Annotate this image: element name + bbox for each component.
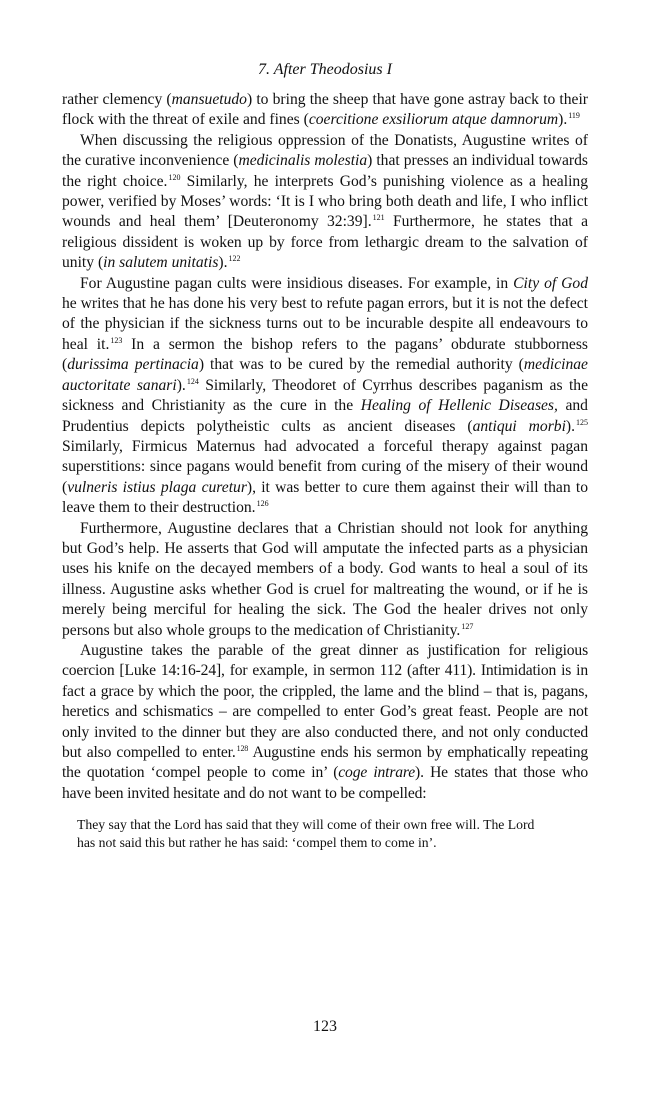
footnote-marker: 128 [236,744,249,753]
footnote-marker: 122 [228,254,241,264]
italic-term: medicinae auctoritate sanari [62,356,588,394]
footnote-marker: 125 [576,417,588,427]
footnote-marker: 126 [256,499,269,509]
body-text [62,90,588,804]
text-run: ) to bring the sheep that have gone astray back to their flock with the threat of exile and fines ( [62,91,588,129]
italic-term: Healing of Hellenic Diseases, [360,397,558,415]
paragraph [62,90,588,131]
footnote-marker: 121 [372,213,385,223]
text-run: ). He states that those who have been invited hesitate and do not want to be compelled: [62,764,589,802]
italic-term: coge intrare [338,764,416,782]
footnote-marker: 123 [110,335,123,345]
page-number: 123 [313,1018,337,1035]
text-run: Furthermore, Augustine declares that a Christian should not look for anything but God’s help. He asserts that God will amputate the infected parts as a physician uses his knife on the decayed members of a body. God wants to heal a soul of its illness. Augustine asks whether God is cruel for maltreating the wound, or if he is merely being merciful for healing the sick. The God the healer drives not only persons but also whole groups to the medication of Christianity. [62,519,588,639]
text-run: rather clemency ( [62,91,172,108]
text-run: For Augustine pagan cults were insidious diseases. For example, in [80,274,514,292]
italic-term: in salutem unitatis [103,254,219,272]
text-run: ) that presses an individual towards the right choice. [62,152,588,190]
italic-term: coercitione exsiliorum atque damnorum [308,111,559,129]
running-head: 7. After Theodosius I [258,61,392,78]
text-run: Similarly, Theodoret of Cyrrhus describes paganism as the sickness and Christianity as the cure in the [62,376,588,415]
text-run: he writes that he has done his very best to refute pagan errors, but it is not the defect of the physician if the sickness turns out to be incurable despite all endeavours to heal it. [62,295,588,353]
text-run: Furthermore, he states that a religious dissident is woken up by force from lethargic dream to the salvation of unity ( [62,213,588,272]
italic-term: durissima pertinacia [67,356,199,374]
text-run: Similarly, he interprets God’s punishing violence as a healing power, verified by Moses’ words: ‘It is I who bring both death and life, I who inflict wounds and heal them’ [Deuteronomy 32:39]. [62,172,588,231]
text-run: ). [558,111,568,129]
block-quote [62,816,588,851]
paragraph [62,641,588,804]
text-run: ). [176,376,186,394]
italic-term: medicinalis molestia [238,152,368,170]
document-page [0,60,650,1093]
text-run: ). [218,254,228,272]
footnote-marker: 124 [186,376,199,386]
text-run: and Prudentius depicts polytheistic cults as ancient diseases ( [62,397,588,435]
italic-term: City of God [513,274,588,292]
italic-term: vulneris istius plaga curetur [67,478,247,496]
text-run: ), it was better to cure them against their will than to leave them to their destruction. [62,478,589,517]
text-run: When discussing the religious oppression of the Donatists, Augustine writes of the curative inconvenience ( [62,131,588,170]
footnote-marker: 127 [461,621,474,631]
paragraph [62,519,588,641]
text-run: In a sermon the bishop refers to the pagans’ obdurate stubborness ( [62,335,588,374]
text-run: ). [565,417,575,435]
italic-term: mansuetudo [171,91,247,108]
paragraph [62,131,588,274]
paragraph [62,274,588,519]
block-quote-text: They say that the Lord has said that they will come of their own free will. The Lord has not said this but rather he has said: ‘compel them to come in’. [77,817,535,850]
text-run: Similarly, Firmicus Maternus had advocated a forceful therapy against pagan superstitions: since pagans would benefit from curing of the misery of their wound ( [62,437,588,496]
italic-term: antiqui morbi [472,417,566,435]
text-run: ) that was to be cured by the remedial authority ( [198,356,524,374]
footnote-marker: 120 [168,172,181,182]
footnote-marker: 119 [568,111,580,121]
text-run: Augustine ends his sermon by emphatically repeating the quotation ‘compel people to come in’ ( [62,744,588,782]
text-run: Augustine takes the parable of the great dinner as justification for religious coercion [Luke 14:16-24], for example, in sermon 112 (after 411). Intimidation is in fact a grace by which the poor, the crippled, the lame and the blind – that is, pagans, heretics and schismatics – are compelled to enter God’s great feast. People are not only invited to the dinner but they are also conducted there, and not only conducted but also compelled to enter. [62,641,588,761]
